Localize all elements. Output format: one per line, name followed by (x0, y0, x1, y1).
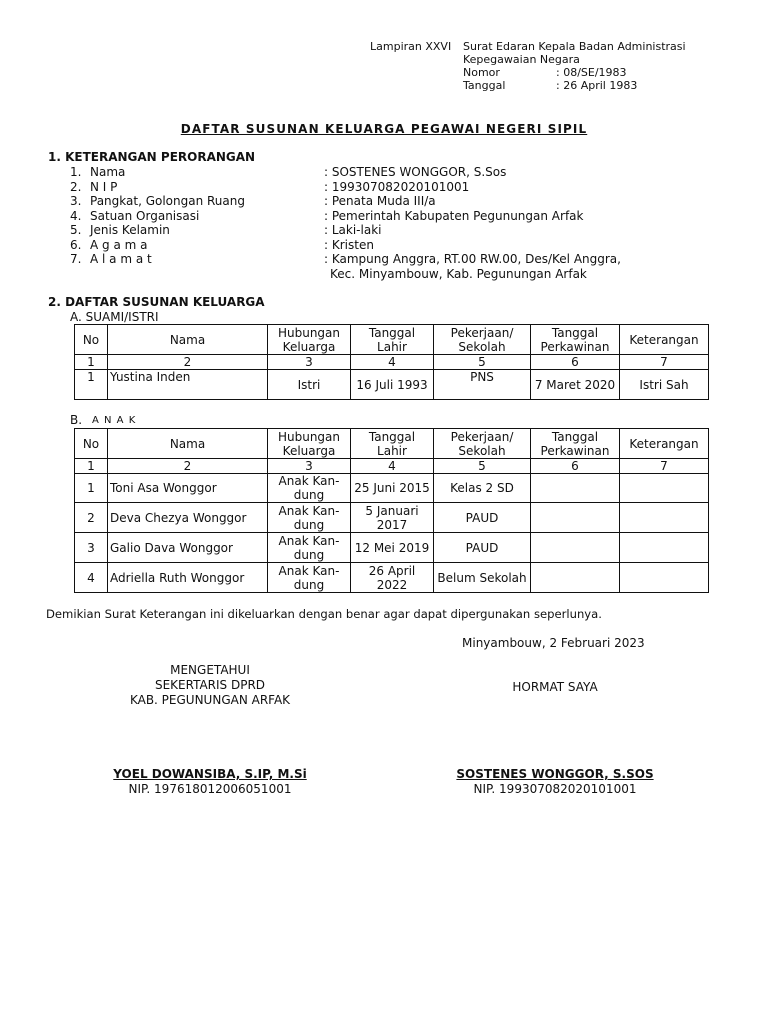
cell-lahir: 5 Januari 2017 (351, 503, 434, 533)
left-sign-line1: MENGETAHUI (170, 663, 250, 677)
cell-hubungan: Anak Kan-dung (268, 474, 351, 503)
col-nama: Nama (108, 325, 268, 355)
field-value: : Kristen (324, 237, 374, 252)
alamat-line2: Kec. Minyambouw, Kab. Pegunungan Arfak (330, 266, 587, 281)
field-num: 7. (70, 252, 82, 266)
col-num: 2 (108, 355, 268, 370)
cell-perkawinan: 7 Maret 2020 (531, 370, 620, 400)
left-signer-nip: NIP. 197618012006051001 (128, 782, 292, 796)
cell-hubungan: Istri (268, 370, 351, 400)
cell-lahir: 16 Juli 1993 (351, 370, 434, 400)
spouse-table (74, 324, 709, 400)
table-row (75, 503, 709, 533)
col-num: 6 (531, 355, 620, 370)
cell-no: 2 (75, 503, 108, 533)
cell-no: 1 (75, 474, 108, 503)
col-keterangan: Keterangan (620, 429, 709, 459)
tanggal-label: Tanggal (463, 79, 506, 92)
children-table (74, 428, 709, 593)
field-label: Pangkat, Golongan Ruang (90, 194, 245, 208)
field-value: : 199307082020101001 (324, 179, 470, 194)
cell-keterangan (620, 563, 709, 593)
table-row (75, 474, 709, 503)
col-no: No (75, 429, 108, 459)
table-header-row (75, 429, 709, 459)
cell-hubungan: Anak Kan-dung (268, 563, 351, 593)
col-num: 3 (268, 355, 351, 370)
col-hubungan: Hubungan Keluarga (268, 429, 351, 459)
col-num: 1 (75, 355, 108, 370)
col-num: 2 (108, 459, 268, 474)
field-value: : Pemerintah Kabupaten Pegunungan Arfak (324, 208, 584, 223)
field-num: 5. (70, 223, 82, 237)
sub-b-label: A N A K (92, 415, 137, 426)
column-number-row (75, 355, 709, 370)
section2-heading: 2. DAFTAR SUSUNAN KELUARGA (48, 295, 265, 309)
cell-nama: Adriella Ruth Wonggor (108, 563, 268, 593)
field-label: Nama (90, 165, 126, 179)
col-pekerjaan: Pekerjaan/ Sekolah (434, 429, 531, 459)
field-row (70, 223, 621, 238)
sub-a-label: A. SUAMI/ISTRI (70, 310, 159, 324)
col-keterangan: Keterangan (620, 325, 709, 355)
left-signer-name: YOEL DOWANSIBA, S.IP, M.Si (113, 767, 307, 781)
cell-hubungan: Anak Kan-dung (268, 533, 351, 563)
cell-pekerjaan: Belum Sekolah (434, 563, 531, 593)
col-perkawinan: Tanggal Perkawinan (531, 325, 620, 355)
sub-b-letter: B. (70, 413, 83, 427)
table-row (75, 563, 709, 593)
col-num: 4 (351, 459, 434, 474)
section1-heading: 1. KETERANGAN PERORANGAN (48, 150, 256, 164)
cell-lahir: 12 Mei 2019 (351, 533, 434, 563)
nomor-value: : 08/SE/1983 (556, 66, 627, 79)
cell-no: 3 (75, 533, 108, 563)
cell-pekerjaan: PNS (434, 370, 531, 400)
col-num: 7 (620, 459, 709, 474)
field-num: 2. (70, 179, 82, 194)
cell-pekerjaan: PAUD (434, 503, 531, 533)
cell-nama: Deva Chezya Wonggor (108, 503, 268, 533)
col-num: 5 (434, 355, 531, 370)
cell-nama: Yustina Inden (108, 370, 268, 400)
place-date: Minyambouw, 2 Februari 2023 (462, 636, 645, 650)
field-row (70, 209, 621, 224)
field-row (70, 194, 621, 209)
table-row (75, 370, 709, 400)
field-row (70, 180, 621, 195)
field-label: A l a m a t (90, 252, 152, 266)
cell-lahir: 25 Juni 2015 (351, 474, 434, 503)
page-title: DAFTAR SUSUNAN KELUARGA PEGAWAI NEGERI SIPIL (180, 122, 588, 136)
cell-perkawinan (531, 533, 620, 563)
col-no: No (75, 325, 108, 355)
field-num: 3. (70, 194, 82, 208)
field-num: 4. (70, 208, 82, 223)
field-num: 6. (70, 237, 82, 252)
surat-line1: Surat Edaran Kepala Badan Administrasi (463, 40, 686, 53)
nomor-label: Nomor (463, 66, 500, 79)
field-value: : Penata Muda III/a (324, 194, 436, 208)
right-signer-nip: NIP. 199307082020101001 (473, 782, 637, 796)
col-pekerjaan: Pekerjaan/ Sekolah (434, 325, 531, 355)
col-num: 6 (531, 459, 620, 474)
field-row (70, 238, 621, 253)
column-number-row (75, 459, 709, 474)
field-label: Jenis Kelamin (90, 223, 170, 237)
cell-perkawinan (531, 503, 620, 533)
cell-nama: Galio Dava Wonggor (108, 533, 268, 563)
field-num: 1. (70, 165, 82, 179)
lampiran-label: Lampiran XXVI (370, 40, 452, 53)
cell-lahir: 26 April 2022 (351, 563, 434, 593)
cell-keterangan (620, 474, 709, 503)
tanggal-value: : 26 April 1983 (556, 79, 638, 92)
col-perkawinan: Tanggal Perkawinan (531, 429, 620, 459)
left-sign-line2: SEKERTARIS DPRD (154, 678, 266, 692)
field-value: : Laki-laki (324, 223, 382, 237)
right-signer-name: SOSTENES WONGGOR, S.SOS (456, 767, 654, 781)
col-lahir: Tanggal Lahir (351, 325, 434, 355)
col-num: 4 (351, 355, 434, 370)
table-header-row (75, 325, 709, 355)
cell-keterangan: Istri Sah (620, 370, 709, 400)
cell-pekerjaan: Kelas 2 SD (434, 474, 531, 503)
field-value: : Kampung Anggra, RT.00 RW.00, Des/Kel Anggra, (324, 252, 621, 266)
cell-keterangan (620, 533, 709, 563)
cell-hubungan: Anak Kan-dung (268, 503, 351, 533)
col-hubungan: Hubungan Keluarga (268, 325, 351, 355)
cell-nama: Toni Asa Wonggor (108, 474, 268, 503)
col-num: 5 (434, 459, 531, 474)
cell-perkawinan (531, 563, 620, 593)
field-label: Satuan Organisasi (90, 208, 200, 223)
col-num: 3 (268, 459, 351, 474)
col-nama: Nama (108, 429, 268, 459)
field-label: N I P (90, 179, 118, 194)
left-sign-line3: KAB. PEGUNUNGAN ARFAK (129, 693, 291, 707)
col-num: 1 (75, 459, 108, 474)
cell-perkawinan (531, 474, 620, 503)
cell-no: 1 (75, 370, 108, 400)
col-num: 7 (620, 355, 709, 370)
field-value: : SOSTENES WONGGOR, S.Sos (324, 165, 507, 179)
surat-line2: Kepegawaian Negara (463, 53, 580, 66)
table-row (75, 533, 709, 563)
cell-no: 4 (75, 563, 108, 593)
field-row (70, 267, 621, 282)
cell-keterangan (620, 503, 709, 533)
personal-info (70, 165, 621, 281)
reference-header (370, 40, 686, 92)
field-row (70, 165, 621, 180)
field-label: A g a m a (90, 237, 148, 252)
field-row (70, 252, 621, 267)
cell-pekerjaan: PAUD (434, 533, 531, 563)
right-sign-line1: HORMAT SAYA (512, 680, 598, 694)
closing-statement: Demikian Surat Keterangan ini dikeluarkan dengan benar agar dapat dipergunakan seperlunya. (46, 607, 602, 621)
col-lahir: Tanggal Lahir (351, 429, 434, 459)
